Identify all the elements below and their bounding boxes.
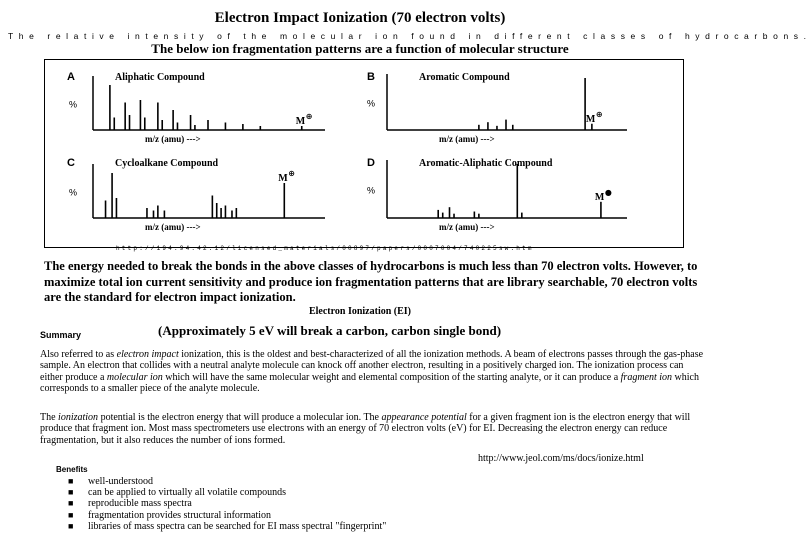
- benefit-item: ■ fragmentation provides structural information: [68, 509, 272, 521]
- y-axis-label: %: [367, 98, 376, 109]
- molecular-ion-label: M: [585, 113, 596, 125]
- molecular-ion-label: M: [278, 173, 288, 184]
- ionization-paragraph: Also referred to as electron impact ionization, this is the oldest and best-characterized of all the ionization methods. A beam of electrons passes through the gas-phase sample. An electron that collides with a neutral analyte molecule can knock off another electron, resulting in a positively charged ion. The ionization process can either produce a molecular ion which will have the same molecular weight and elemental composition of the starting analyte, or it can produce a fragment ion which corresponds to a smaller piece of the analyte molecule.: [40, 349, 704, 395]
- radical-icon: ⊕: [305, 112, 313, 121]
- molecular-ion-label: M: [594, 191, 605, 203]
- x-axis-label: m/z (amu) --->: [439, 134, 495, 144]
- radical-icon: ●: [604, 187, 612, 197]
- bullet-icon: ■: [68, 476, 74, 486]
- ei-heading: Electron Ionization (EI): [308, 306, 412, 317]
- radical-icon: ⊕: [595, 109, 603, 119]
- energy-paragraph: The energy needed to break the bonds in the above classes of hydrocarbons is much less than 70 electron volts. However, to maximize total ion current sensitivity and produce ion fragmentation patterns that are library searchable, 70 electron volts are the standard for electron impact ionization.: [44, 259, 698, 304]
- summary-label: Summary: [40, 330, 82, 340]
- panel-title: Cycloalkane Compound: [115, 158, 219, 169]
- benefit-item: ■ libraries of mass spectra can be searched for EI mass spectral "fingerprint": [68, 520, 387, 532]
- potential-paragraph: The ionization potential is the electron energy that will produce a molecular ion. The appearance potential for a given fragment ion is the electron energy that will produce that fragment ion. Most mass spectrometers use electrons with an energy of 70 electron volts (eV) for EI. Decreasing the electron energy can reduce fragmentation, but it also reduces the number of ions formed.: [40, 412, 691, 446]
- panel-letter: D: [367, 157, 375, 169]
- panel-letter: B: [367, 71, 375, 83]
- spectra-svg: [45, 60, 683, 247]
- benefit-item: ■ can be applied to virtually all volatile compounds: [68, 487, 287, 499]
- x-axis-label: m/z (amu) --->: [145, 134, 201, 144]
- bullet-icon: ■: [68, 498, 74, 509]
- spectra-figure: [44, 59, 684, 248]
- benefits-list: [68, 476, 386, 532]
- benefits-label: Benefits: [56, 465, 88, 474]
- benefit-item: ■ reproducible mass spectra: [68, 498, 192, 510]
- y-axis-label: %: [69, 99, 78, 110]
- relative-intensity-line: The relative intensity of the molecular ion found in different classes of hydrocarbons.: [8, 31, 812, 41]
- bullet-icon: ■: [68, 487, 74, 498]
- radical-icon: ⊕: [288, 169, 296, 178]
- panel-title: Aromatic-Aliphatic Compound: [419, 158, 553, 169]
- source-url[interactable]: http://194.94.42.12/licensed_materials/00897/papers/0007004/740225sw.htm: [116, 245, 534, 252]
- bullet-icon: ■: [68, 509, 74, 520]
- x-axis-label: m/z (amu) --->: [145, 222, 201, 232]
- y-axis-label: %: [69, 187, 78, 198]
- jeol-url[interactable]: http://www.jeol.com/ms/docs/ionize.html: [478, 453, 644, 464]
- panel-letter: A: [67, 71, 75, 83]
- y-axis-label: %: [367, 185, 376, 196]
- x-axis-label: m/z (amu) --->: [439, 222, 495, 232]
- panel-title: Aromatic Compound: [419, 72, 510, 83]
- molecular-ion-label: M: [295, 116, 306, 127]
- approx-note: (Approximately 5 eV will break a carbon, carbon single bond): [158, 323, 502, 338]
- page-title: Electron Impact Ionization (70 electron volts): [214, 10, 506, 26]
- benefit-item: ■ well-understood: [68, 476, 153, 487]
- bullet-icon: ■: [68, 520, 74, 531]
- subtitle: The below ion fragmentation patterns are a function of molecular structure: [151, 41, 569, 56]
- panel-title: Aliphatic Compound: [115, 72, 205, 83]
- panel-letter: C: [67, 157, 75, 169]
